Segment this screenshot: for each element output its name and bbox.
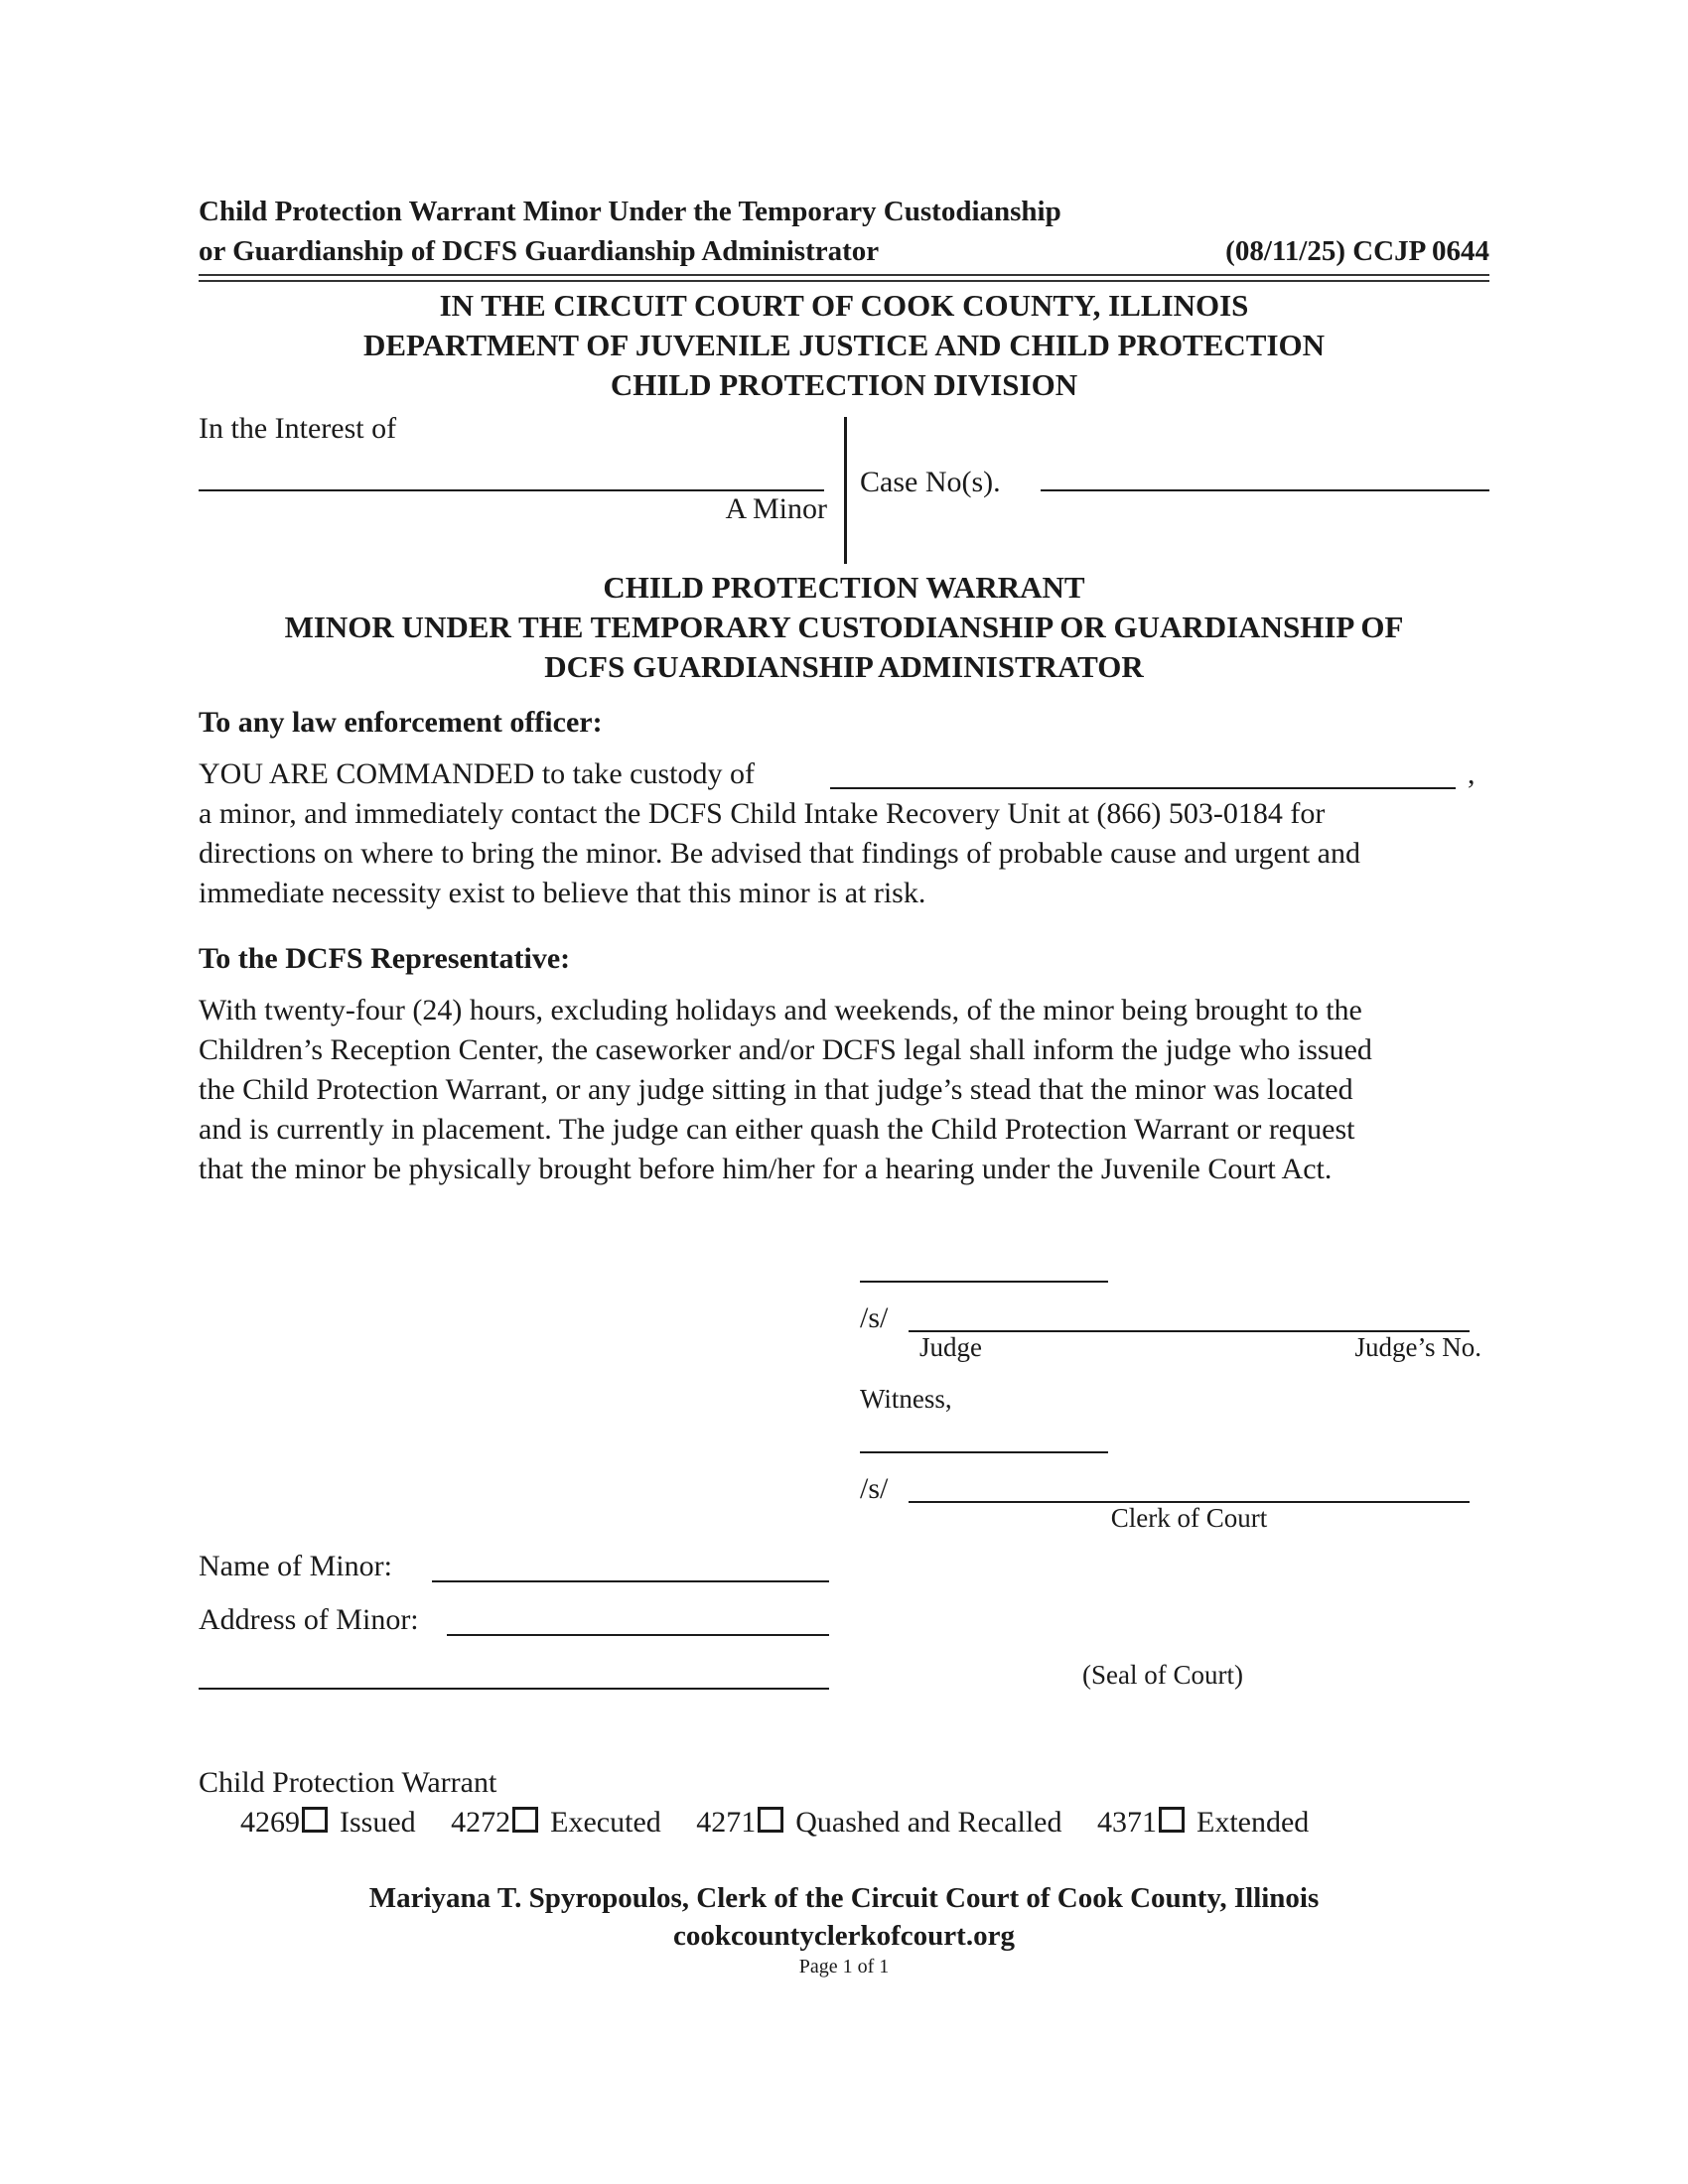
judge-signature-short-line[interactable] — [860, 1281, 1108, 1283]
custody-of-field[interactable] — [830, 787, 1456, 789]
seal-label: (Seal of Court) — [1082, 1660, 1243, 1690]
status-option-label: Issued — [340, 1806, 416, 1839]
form-title-line2: or Guardianship of DCFS Guardianship Administrator — [199, 235, 880, 267]
status-code: 4269 — [240, 1806, 300, 1839]
checkbox[interactable] — [1159, 1807, 1185, 1833]
clerk-footer: Mariyana T. Spyropoulos, Clerk of the Circuit Court of Cook County, Illinois — [368, 1882, 1320, 1914]
slash-s-clerk: /s/ — [860, 1472, 889, 1505]
a-minor-label: A Minor — [725, 492, 827, 525]
dcfs-body-line: With twenty-four (24) hours, excluding holidays and weekends, of the minor being brought to the — [199, 994, 1362, 1026]
status-label: Child Protection Warrant — [199, 1766, 497, 1799]
judge-no-label: Judge’s No. — [1354, 1332, 1481, 1362]
warrant-title: CHILD PROTECTION WARRANT — [603, 570, 1085, 605]
warrant-administrator: DCFS GUARDIANSHIP ADMINISTRATOR — [544, 649, 1144, 684]
case-no-label: Case No(s). — [860, 466, 1001, 498]
status-code: 4272 — [451, 1806, 511, 1839]
officer-body-line: immediate necessity exist to believe that this minor is at risk. — [199, 877, 926, 909]
dcfs-body-line: the Child Protection Warrant, or any judge sitting in that judge’s stead that the minor was located — [199, 1073, 1353, 1106]
warrant-subtitle: MINOR UNDER THE TEMPORARY CUSTODIANSHIP OR GUARDIANSHIP OF — [284, 610, 1404, 644]
address-of-minor-field[interactable] — [447, 1634, 829, 1636]
form-title-line1: Child Protection Warrant Minor Under the Temporary Custodianship — [199, 196, 1061, 227]
dcfs-body-line: that the minor be physically brought before him/her for a hearing under the Juvenile Court Act. — [199, 1153, 1333, 1185]
case-no-field[interactable] — [1041, 489, 1489, 491]
interest-of-label: In the Interest of — [199, 412, 397, 445]
header-rule-bottom — [199, 280, 1489, 282]
court-division: CHILD PROTECTION DIVISION — [610, 367, 1078, 402]
header-rule-top — [199, 274, 1489, 276]
status-option-quashed[interactable] — [696, 1803, 1061, 1843]
status-code: 4271 — [696, 1806, 757, 1839]
clerk-label: Clerk of Court — [1110, 1503, 1268, 1533]
status-option-label: Extended — [1196, 1806, 1310, 1839]
status-option-executed[interactable] — [451, 1803, 661, 1843]
address-of-minor-field-2[interactable] — [199, 1688, 829, 1690]
status-options — [240, 1803, 1336, 1843]
officer-body-line: a minor, and immediately contact the DCFS Child Intake Recovery Unit at (866) 503-0184 for — [199, 797, 1326, 830]
address-of-minor-label: Address of Minor: — [199, 1603, 419, 1636]
caption-divider — [844, 417, 847, 564]
form-code: (08/11/25) CCJP 0644 — [1225, 235, 1489, 267]
name-of-minor-field[interactable] — [432, 1580, 829, 1582]
officer-heading: To any law enforcement officer: — [199, 706, 603, 739]
witness-label: Witness, — [860, 1384, 952, 1414]
page-number: Page 1 of 1 — [798, 1956, 890, 1978]
dcfs-body-line: Children’s Reception Center, the caseworker and/or DCFS legal shall inform the judge who issued — [199, 1033, 1372, 1066]
checkbox[interactable] — [302, 1807, 328, 1833]
checkbox[interactable] — [758, 1807, 783, 1833]
status-option-issued[interactable] — [240, 1803, 416, 1843]
slash-s-judge: /s/ — [860, 1301, 889, 1334]
judge-label: Judge — [919, 1332, 982, 1362]
witness-short-line[interactable] — [860, 1451, 1108, 1453]
command-comma: , — [1468, 757, 1476, 790]
status-option-label: Executed — [550, 1806, 661, 1839]
court-department: DEPARTMENT OF JUVENILE JUSTICE AND CHILD PROTECTION — [362, 328, 1326, 362]
status-option-extended[interactable] — [1097, 1803, 1309, 1843]
checkbox[interactable] — [512, 1807, 538, 1833]
dcfs-body-line: and is currently in placement. The judge can either quash the Child Protection Warrant or request — [199, 1113, 1355, 1146]
status-option-label: Quashed and Recalled — [795, 1806, 1062, 1839]
court-name: IN THE CIRCUIT COURT OF COOK COUNTY, ILLINOIS — [439, 288, 1249, 323]
command-text: YOU ARE COMMANDED to take custody of — [199, 757, 755, 790]
website-footer: cookcountyclerkofcourt.org — [673, 1920, 1015, 1952]
name-of-minor-label: Name of Minor: — [199, 1550, 392, 1582]
officer-body-line: directions on where to bring the minor. Be advised that findings of probable cause and urgent and — [199, 837, 1360, 870]
dcfs-heading: To the DCFS Representative: — [199, 942, 571, 975]
status-code: 4371 — [1097, 1806, 1157, 1839]
